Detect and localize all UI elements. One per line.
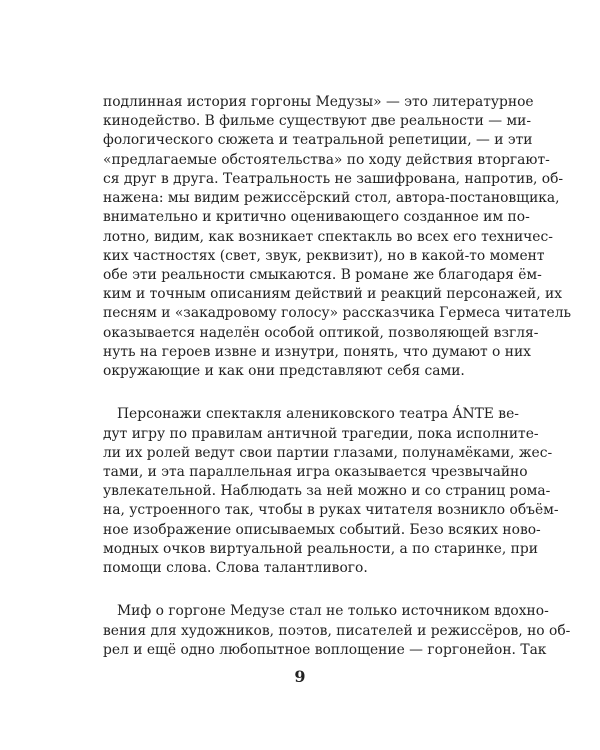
text-line: увлекательной. Наблюдать за ней можно и со страниц рома- bbox=[103, 483, 551, 500]
text-line: «предлагаемые обстоятельства» по ходу действия вторгают- bbox=[103, 151, 550, 168]
page-number: 9 bbox=[294, 667, 306, 686]
text-line: дут игру по правилам античной трагедии, пока исполните- bbox=[103, 425, 539, 442]
text-line: внимательно и критично оценивающего созданное им по- bbox=[103, 209, 530, 226]
text-line: модных очков виртуальной реальности, а по старинке, при bbox=[103, 540, 538, 557]
text-line-last: окружающие и как они представляют себя сами. bbox=[103, 363, 465, 380]
text-line: рел и ещё одно любопытное воплощение — горгонейон. Так bbox=[103, 641, 547, 658]
text-line: ли их ролей ведут свои партии глазами, полунамёками, жес- bbox=[103, 444, 553, 461]
text-line: оказывается наделён особой оптикой, позволяющей взгля- bbox=[103, 324, 539, 341]
text-line: песням и «закадровому голосу» рассказчика Гермеса читатель bbox=[103, 305, 572, 322]
text-line: лотно, видим, как возникает спектакль во всех его техничес- bbox=[103, 228, 553, 245]
text-line: вения для художников, поэтов, писателей и режиссёров, но об- bbox=[103, 622, 571, 639]
text-line: фологического сюжета и театральной репетиции, — и эти bbox=[103, 132, 533, 149]
text-line: ное изображение описываемых событий. Безо всяких ново- bbox=[103, 521, 541, 538]
text-line: тами, и эта параллельная игра оказывается чрезвычайно bbox=[103, 464, 528, 480]
text-line: нуть на героев извне и изнутри, понять, что думают о них bbox=[103, 343, 531, 360]
text-line: обе эти реальности смыкаются. В романе же благодаря ём- bbox=[103, 267, 542, 283]
text-line: на, устроенного так, чтобы в руках читателя возникло объём- bbox=[103, 502, 559, 519]
text-line-last: помощи слова. Слова талантливого. bbox=[103, 560, 368, 577]
text-line-first: Миф о горгоне Медузе стал не только источником вдохно- bbox=[117, 603, 549, 620]
text-line: подлинная история горгоны Медузы» — это литературное bbox=[103, 94, 534, 110]
text-line: ким и точным описаниям действий и реакций персонажей, их bbox=[103, 286, 563, 303]
text-line: нажена: мы видим режиссёрский стол, автора-постановщика, bbox=[103, 190, 560, 207]
text-line: ся друг в друга. Театральность не зашифрована, напротив, об- bbox=[103, 170, 564, 187]
text-line: кинодейство. В фильме существуют две реальности — ми- bbox=[103, 113, 532, 130]
text-line-first: Персонажи спектакля алениковского театра ÁNTE ве- bbox=[117, 406, 519, 423]
text-line: ких частностях (свет, звук, реквизит), но в какой-то момент bbox=[103, 247, 545, 264]
